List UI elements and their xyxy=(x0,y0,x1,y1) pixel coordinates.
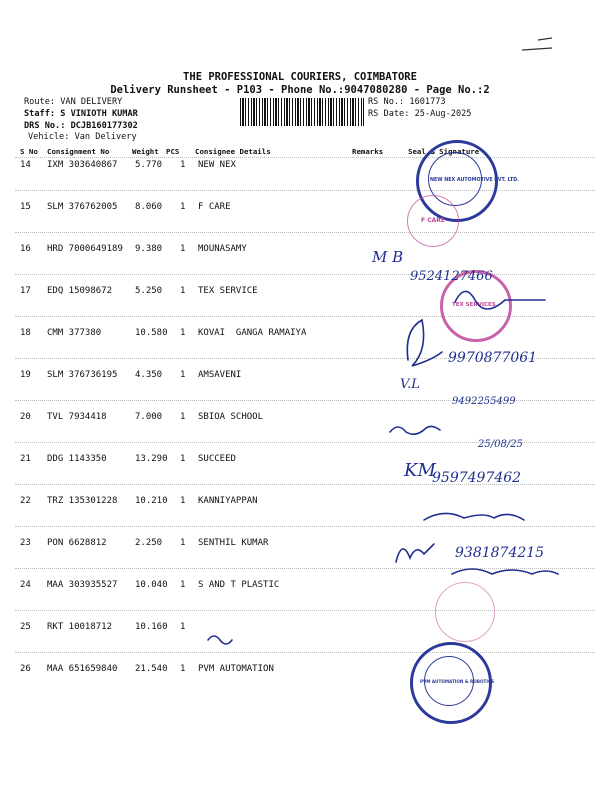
row-pcs: 1 xyxy=(180,622,186,632)
signature-row20-icon xyxy=(390,426,440,434)
col-pcs: PCS xyxy=(166,147,180,156)
fcare-stamp-text: F CARE xyxy=(421,217,445,224)
row-weight: 8.060 xyxy=(135,202,163,212)
row-consignee: AMSAVENI xyxy=(198,370,242,380)
drs-number: DRS No.: DCJB160177302 xyxy=(24,121,138,131)
signature-row23b-icon xyxy=(452,569,558,574)
row-pcs: 1 xyxy=(180,328,186,338)
col-weight: Weight xyxy=(132,147,159,156)
row-pcs: 1 xyxy=(180,370,186,380)
row-sno: 21 xyxy=(20,454,31,464)
row-sno: 19 xyxy=(20,370,31,380)
row-consignee: F CARE xyxy=(198,202,231,212)
col-consignee: Consignee Details xyxy=(195,147,271,156)
row-weight: 10.580 xyxy=(135,328,168,338)
row-pcs: 1 xyxy=(180,202,186,212)
row-pcs: 1 xyxy=(180,286,186,296)
row-consignee: SUCCEED xyxy=(198,454,236,464)
col-remarks: Remarks xyxy=(352,147,384,156)
signature-row17-icon xyxy=(455,291,545,309)
scan-mark-icon xyxy=(522,48,552,50)
row-weight: 7.000 xyxy=(135,412,163,422)
row-consignee: MOUNASAMY xyxy=(198,244,247,254)
row-consignee: SENTHIL KUMAR xyxy=(198,538,269,548)
company-title: THE PROFESSIONAL COURIERS, COIMBATORE xyxy=(183,71,417,83)
phone-row21: 9597497462 xyxy=(432,470,522,486)
row-weight: 2.250 xyxy=(135,538,163,548)
tex-stamp-text: TEX SERVICES xyxy=(452,302,496,308)
row-pcs: 1 xyxy=(180,454,186,464)
row-sno: 25 xyxy=(20,622,31,632)
signature-row19: V.L xyxy=(400,377,420,392)
row-pcs: 1 xyxy=(180,538,186,548)
phone-row18: 9970877061 xyxy=(448,350,538,366)
row-consignee: PVM AUTOMATION xyxy=(198,664,274,674)
row-weight: 9.380 xyxy=(135,244,163,254)
row-consignment: IXM 303640867 xyxy=(47,160,118,170)
col-seal-signature: Seal & Signature xyxy=(408,147,480,156)
row-weight: 10.040 xyxy=(135,580,168,590)
row-weight: 5.770 xyxy=(135,160,163,170)
row-pcs: 1 xyxy=(180,244,186,254)
row-weight: 5.250 xyxy=(135,286,163,296)
row-consignment: HRD 7000649189 xyxy=(47,244,123,254)
rs-number: RS No.: 1601773 xyxy=(368,97,446,107)
signature-row25-icon xyxy=(208,636,232,644)
row-sno: 20 xyxy=(20,412,31,422)
row-sno: 15 xyxy=(20,202,31,212)
vehicle-label: Vehicle: Van Delivery xyxy=(28,132,137,142)
row-consignment: MAA 651659840 xyxy=(47,664,118,674)
row-consignment: DDG 1143350 xyxy=(47,454,107,464)
col-consignment: Consignment No xyxy=(47,147,110,156)
row-sno: 22 xyxy=(20,496,31,506)
phone-row16: 9524127466 xyxy=(410,269,493,284)
row-weight: 21.540 xyxy=(135,664,168,674)
row-consignment: SLM 376762005 xyxy=(47,202,118,212)
signature-row16: M B xyxy=(372,248,404,266)
row-sno: 17 xyxy=(20,286,31,296)
row-sno: 24 xyxy=(20,580,31,590)
row-consignment: PON 6628812 xyxy=(47,538,107,548)
signature-row22-icon xyxy=(424,513,524,520)
phone-row23: 9381874215 xyxy=(455,545,545,561)
row-consignee: SBIOA SCHOOL xyxy=(198,412,264,422)
row-consignee: TEX SERVICE xyxy=(198,286,258,296)
rs-date: RS Date: 25-Aug-2025 xyxy=(368,109,472,119)
row-consignment: TVL 7934418 xyxy=(47,412,107,422)
row-pcs: 1 xyxy=(180,580,186,590)
row-consignment: CMM 377380 xyxy=(47,328,102,338)
row-sno: 14 xyxy=(20,160,31,170)
row-pcs: 1 xyxy=(180,664,186,674)
row-sno: 16 xyxy=(20,244,31,254)
row-weight: 4.350 xyxy=(135,370,163,380)
row-pcs: 1 xyxy=(180,412,186,422)
row-consignment: TRZ 135301228 xyxy=(47,496,118,506)
signature-row18-icon xyxy=(407,320,442,366)
row-consignment: MAA 303935527 xyxy=(47,580,118,590)
row-weight: 10.160 xyxy=(135,622,168,632)
row-consignment: SLM 376736195 xyxy=(47,370,118,380)
phone-row19: 9492255499 xyxy=(452,396,516,407)
row-consignee: NEW NEX xyxy=(198,160,236,170)
pvm-stamp-text: PVM AUTOMATION & ROBOTICS xyxy=(420,679,495,684)
row-consignee: S AND T PLASTIC xyxy=(198,580,280,590)
row-consignment: EDQ 15098672 xyxy=(47,286,113,296)
staff-label: Staff: S VINIOTH KUMAR xyxy=(24,109,138,119)
row-sno: 23 xyxy=(20,538,31,548)
row-pcs: 1 xyxy=(180,496,186,506)
col-sno: S No xyxy=(20,147,38,156)
signature-row21: KM xyxy=(404,460,436,481)
scan-mark-icon xyxy=(538,38,552,40)
row-weight: 10.210 xyxy=(135,496,168,506)
row-consignee: KOVAI GANGA RAMAIYA xyxy=(198,328,307,338)
row-sno: 18 xyxy=(20,328,31,338)
date-row20: 25/08/25 xyxy=(478,439,523,450)
row-weight: 13.290 xyxy=(135,454,168,464)
row-consignment: RKT 10018712 xyxy=(47,622,113,632)
runsheet-subtitle: Delivery Runsheet - P103 - Phone No.:9047080280 - Page No.:2 xyxy=(110,84,490,96)
route-label: Route: VAN DELIVERY xyxy=(24,97,123,107)
row-pcs: 1 xyxy=(180,160,186,170)
newnex-stamp-text: NEW NEX AUTOMOTIVE PVT. LTD. xyxy=(430,178,519,183)
row-sno: 26 xyxy=(20,664,31,674)
row-consignee: KANNIYAPPAN xyxy=(198,496,258,506)
signature-row23-icon xyxy=(396,544,434,562)
